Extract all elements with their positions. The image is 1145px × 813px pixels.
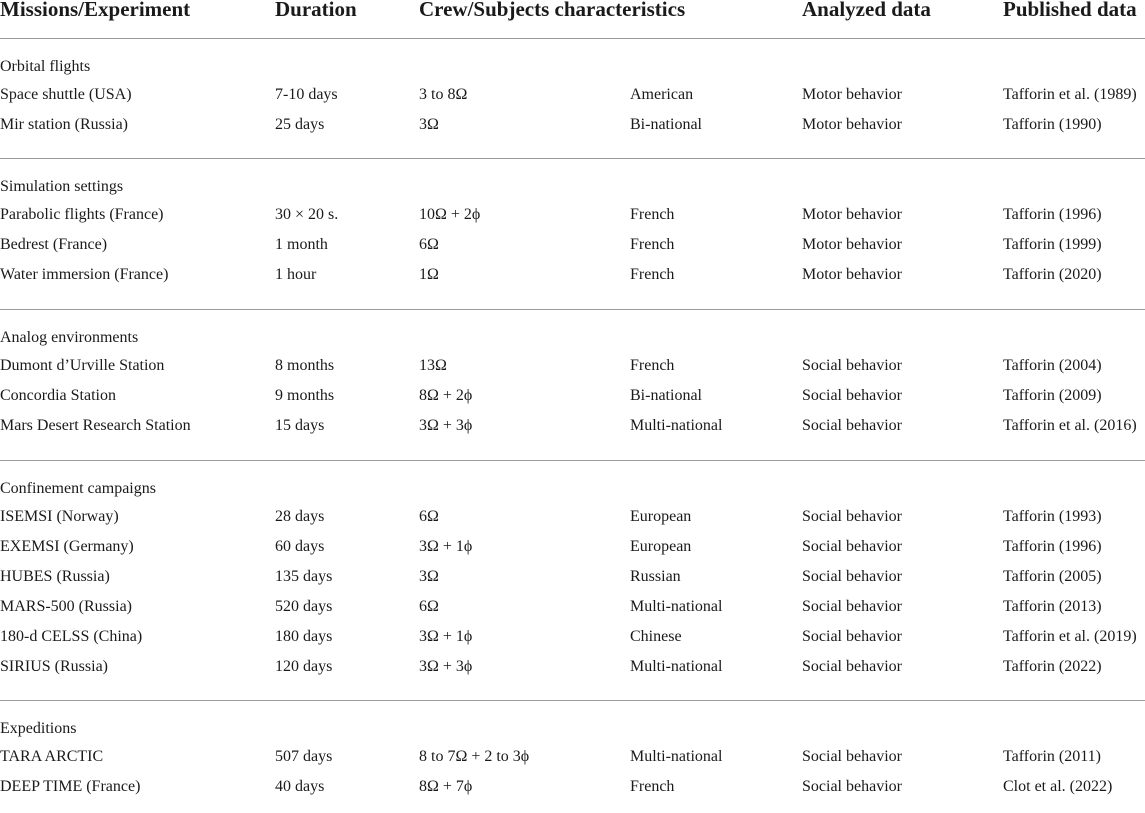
nationality-cell: Chinese: [630, 627, 682, 645]
duration-cell: 1 month: [275, 235, 328, 253]
published-data-cell: Clot et al. (2022): [1003, 777, 1113, 795]
column-header-crew: Crew/Subjects characteristics: [419, 0, 686, 21]
published-data-cell: Tafforin (2005): [1003, 567, 1102, 585]
crew-cell: 3 to 8Ω: [419, 86, 468, 103]
mission-cell: Water immersion (France): [0, 265, 169, 283]
mission-cell: Space shuttle (USA): [0, 86, 132, 103]
published-data-cell: Tafforin (2020): [1003, 265, 1102, 283]
duration-cell: 120 days: [275, 657, 333, 675]
analyzed-data-cell: Social behavior: [802, 416, 902, 434]
section-title: Analog environments: [0, 329, 139, 346]
published-data-cell: Tafforin (1993): [1003, 508, 1102, 525]
crew-cell: 3Ω + 3ϕ: [419, 657, 473, 675]
duration-cell: 9 months: [275, 386, 335, 404]
column-header-missions: Missions/Experiment: [0, 0, 191, 21]
duration-cell: 25 days: [275, 115, 325, 133]
crew-cell: 3Ω + 1ϕ: [419, 537, 473, 555]
mission-cell: Mir station (Russia): [0, 115, 128, 133]
mission-cell: SIRIUS (Russia): [0, 657, 109, 675]
table-row: [0, 598, 1145, 622]
published-data-cell: Tafforin (1996): [1003, 537, 1102, 555]
nationality-cell: American: [630, 86, 694, 103]
duration-cell: 520 days: [275, 597, 333, 615]
table-row: [0, 236, 1145, 260]
analyzed-data-cell: Social behavior: [802, 748, 902, 765]
duration-cell: 135 days: [275, 567, 333, 585]
mission-cell: MARS-500 (Russia): [0, 597, 133, 615]
crew-cell: 10Ω + 2ϕ: [419, 206, 481, 223]
mission-cell: EXEMSI (Germany): [0, 537, 134, 555]
analyzed-data-cell: Social behavior: [802, 567, 902, 585]
table-section: [0, 39, 1145, 159]
analyzed-data-cell: Social behavior: [802, 508, 902, 525]
published-data-cell: Tafforin (1999): [1003, 235, 1102, 253]
nationality-cell: Russian: [630, 567, 681, 585]
duration-cell: 60 days: [275, 537, 325, 555]
table-row: [0, 387, 1145, 411]
table-row: [0, 417, 1145, 441]
crew-cell: 8Ω + 7ϕ: [419, 777, 473, 795]
table-section: [0, 701, 1145, 813]
mission-cell: DEEP TIME (France): [0, 777, 141, 795]
nationality-cell: French: [630, 265, 675, 283]
duration-cell: 30 × 20 s.: [275, 206, 339, 223]
section-title: Orbital flights: [0, 58, 91, 75]
analyzed-data-cell: Social behavior: [802, 597, 902, 615]
nationality-cell: European: [630, 508, 692, 525]
analyzed-data-cell: Social behavior: [802, 386, 902, 404]
published-data-cell: Tafforin et al. (1989): [1003, 86, 1137, 103]
crew-cell: 3Ω: [419, 567, 439, 585]
table-row: [0, 748, 1145, 772]
nationality-cell: French: [630, 235, 675, 253]
table-row: [0, 266, 1145, 290]
table-row: [0, 778, 1145, 802]
table-row: [0, 357, 1145, 381]
table-header-row: [0, 0, 1145, 39]
crew-cell: 3Ω: [419, 115, 439, 133]
analyzed-data-cell: Social behavior: [802, 627, 902, 645]
crew-cell: 8Ω + 2ϕ: [419, 386, 473, 404]
mission-cell: Dumont d’Urville Station: [0, 357, 165, 374]
nationality-cell: Bi-national: [630, 115, 702, 133]
table-row: [0, 86, 1145, 110]
crew-cell: 3Ω + 3ϕ: [419, 416, 473, 434]
published-data-cell: Tafforin (2013): [1003, 597, 1102, 615]
column-header-duration: Duration: [275, 0, 357, 21]
published-data-cell: Tafforin et al. (2019): [1003, 627, 1137, 645]
table-section: [0, 461, 1145, 701]
mission-cell: TARA ARCTIC: [0, 748, 104, 765]
nationality-cell: Multi-national: [630, 597, 723, 615]
table-row: [0, 508, 1145, 532]
table-section: [0, 310, 1145, 461]
published-data-cell: Tafforin (2022): [1003, 657, 1102, 675]
duration-cell: 28 days: [275, 508, 325, 525]
crew-cell: 3Ω + 1ϕ: [419, 627, 473, 645]
crew-cell: 8 to 7Ω + 2 to 3ϕ: [419, 748, 530, 765]
section-title: Expeditions: [0, 720, 77, 737]
crew-cell: 6Ω: [419, 508, 439, 525]
table-row: [0, 628, 1145, 652]
mission-cell: Bedrest (France): [0, 235, 108, 253]
duration-cell: 180 days: [275, 627, 333, 645]
column-header-published-data: Published data: [1003, 0, 1137, 21]
crew-cell: 13Ω: [419, 357, 447, 374]
duration-cell: 15 days: [275, 416, 325, 434]
published-data-cell: Tafforin (2009): [1003, 386, 1102, 404]
nationality-cell: Multi-national: [630, 748, 723, 765]
analyzed-data-cell: Motor behavior: [802, 115, 902, 133]
nationality-cell: French: [630, 357, 675, 374]
table-row: [0, 538, 1145, 562]
analyzed-data-cell: Motor behavior: [802, 235, 902, 253]
analyzed-data-cell: Social behavior: [802, 357, 902, 374]
duration-cell: 1 hour: [275, 265, 317, 283]
mission-cell: Concordia Station: [0, 386, 116, 404]
nationality-cell: European: [630, 537, 692, 555]
table-row: [0, 658, 1145, 682]
duration-cell: 507 days: [275, 748, 333, 765]
nationality-cell: French: [630, 206, 675, 223]
mission-cell: Mars Desert Research Station: [0, 416, 191, 434]
analyzed-data-cell: Motor behavior: [802, 265, 902, 283]
published-data-cell: Tafforin (1990): [1003, 115, 1102, 133]
duration-cell: 40 days: [275, 777, 325, 795]
duration-cell: 8 months: [275, 357, 335, 374]
crew-cell: 6Ω: [419, 235, 439, 253]
table-section: [0, 159, 1145, 310]
mission-cell: HUBES (Russia): [0, 567, 110, 585]
nationality-cell: Bi-national: [630, 386, 702, 404]
section-title: Simulation settings: [0, 178, 124, 195]
nationality-cell: Multi-national: [630, 416, 723, 434]
crew-cell: 6Ω: [419, 597, 439, 615]
column-header-analyzed-data: Analyzed data: [802, 0, 931, 21]
published-data-cell: Tafforin (2011): [1003, 748, 1101, 765]
table-row: [0, 206, 1145, 230]
published-data-cell: Tafforin et al. (2016): [1003, 416, 1137, 434]
nationality-cell: Multi-national: [630, 657, 723, 675]
analyzed-data-cell: Social behavior: [802, 537, 902, 555]
analyzed-data-cell: Motor behavior: [802, 86, 902, 103]
section-title: Confinement campaigns: [0, 480, 156, 497]
mission-cell: Parabolic flights (France): [0, 206, 164, 223]
nationality-cell: French: [630, 777, 675, 795]
analyzed-data-cell: Motor behavior: [802, 206, 902, 223]
crew-cell: 1Ω: [419, 265, 439, 283]
table-row: [0, 568, 1145, 592]
analyzed-data-cell: Social behavior: [802, 777, 902, 795]
mission-cell: 180-d CELSS (China): [0, 627, 143, 645]
duration-cell: 7-10 days: [275, 86, 338, 103]
published-data-cell: Tafforin (1996): [1003, 206, 1102, 223]
table-row: [0, 116, 1145, 140]
published-data-cell: Tafforin (2004): [1003, 357, 1102, 374]
analyzed-data-cell: Social behavior: [802, 657, 902, 675]
mission-cell: ISEMSI (Norway): [0, 508, 119, 525]
